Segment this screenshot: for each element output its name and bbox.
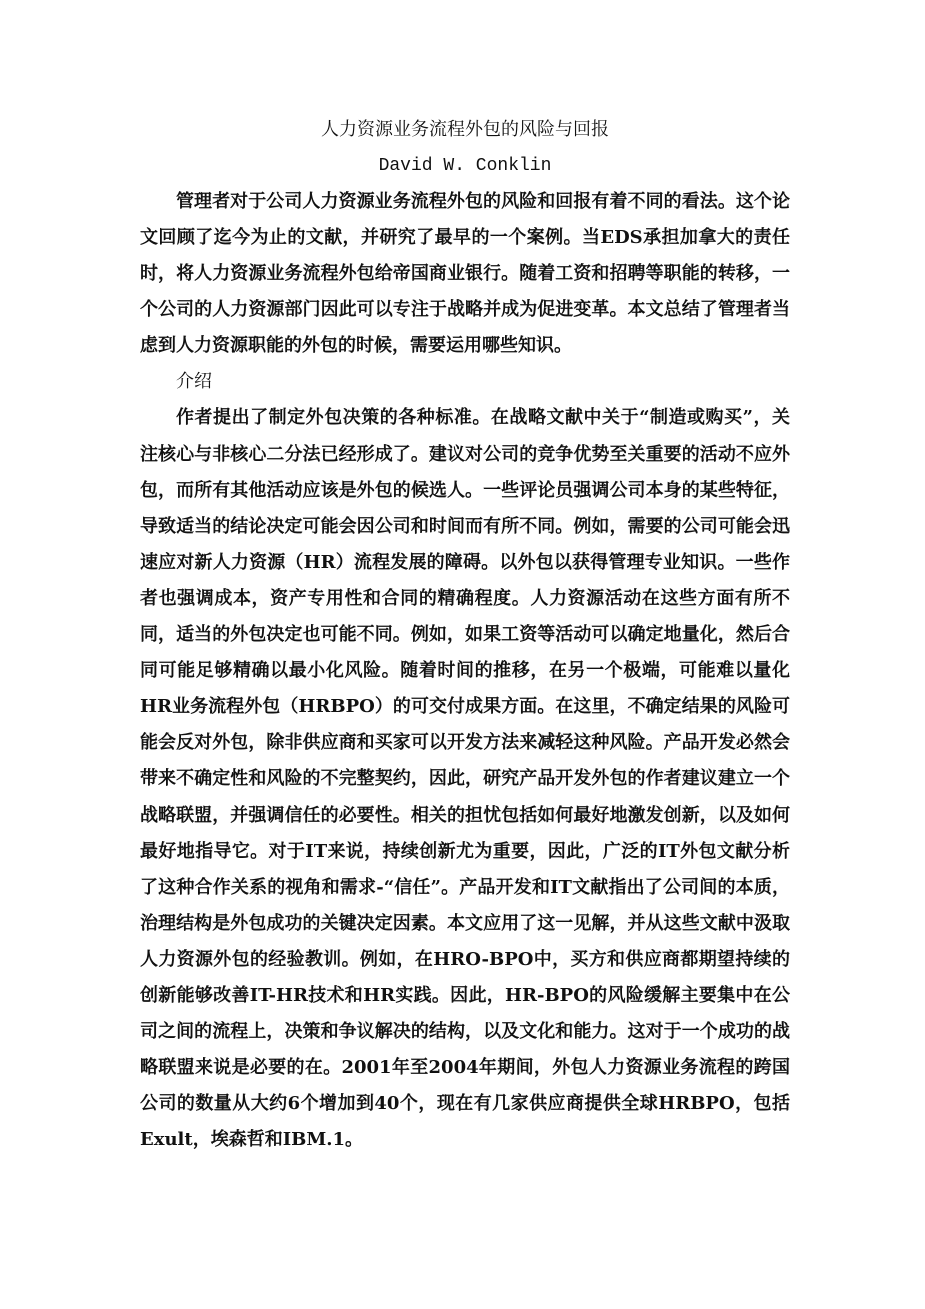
body-paragraph: 作者提出了制定外包决策的各种标准。在战略文献中关于“制造或购买”，关注核心与非核心二分法已经形成了。建议对公司的竞争优势至关重要的活动不应外包，而所有其他活动应该是外包的候选人。一些评论员强调公司本身的某些特征，导致适当的结论决定可能会因公司和时间而有所不同。例如，需要的公司可能会迅速应对新人力资源（HR）流程发展的障碍。以外包以获得管理专业知识。一些作者也强调成本，资产专用性和合同的精确程度。人力资源活动在这些方面有所不同，适当的外包决定也可能不同。例如，如果工资等活动可以确定地量化，然后合同可能足够精确以最小化风险。随着时间的推移，在另一个极端，可能难以量化HR业务流程外包（HRBPO）的可交付成果方面。在这里，不确定结果的风险可能会反对外包，除非供应商和买家可以开发方法来减轻这种风险。产品开发必然会带来不确定性和风险的不完整契约，因此，研究产品开发外包的作者建议建立一个战略联盟，并强调信任的必要性。相关的担忧包括如何最好地激发创新，以及如何最好地指导它。对于IT来说，持续创新尤为重要，因此，广泛的IT外包文献分析了这种合作关系的视角和需求-“信任”。产品开发和IT文献指出了公司间的本质，治理结构是外包成功的关键决定因素。本文应用了这一见解，并从这些文献中汲取人力资源外包的经验教训。例如，在HRO-BPO中，买方和供应商都期望持续的创新能够改善IT-HR技术和HR实践。因此，HR-BPO的风险缓解主要集中在公司之间的流程上，决策和争议解决的结构，以及文化和能力。这对于一个成功的战略联盟来说是必要的在。2001年至2004年期间，外包人力资源业务流程的跨国公司的数量从大约6个增加到40个，现在有几家供应商提供全球HRBPO，包括Exult，埃森哲和IBM.1。 xyxy=(140,407,790,1151)
document-content xyxy=(140,112,790,1158)
document-title: 人力资源业务流程外包的风险与回报 xyxy=(321,119,609,140)
document-author: David W. Conklin xyxy=(378,156,552,176)
section-heading-introduction: 介绍 xyxy=(176,371,212,393)
abstract-paragraph: 管理者对于公司人力资源业务流程外包的风险和回报有着不同的看法。这个论文回顾了迄今为止的文献，并研究了最早的一个案例。当EDS承担加拿大的责任时，将人力资源业务流程外包给帝国商业银行。随着工资和招聘等职能的转移，一个公司的人力资源部门因此可以专注于战略并成为促进变革。本文总结了管理者当虑到人力资源职能的外包的时候，需要运用哪些知识。 xyxy=(140,191,790,357)
